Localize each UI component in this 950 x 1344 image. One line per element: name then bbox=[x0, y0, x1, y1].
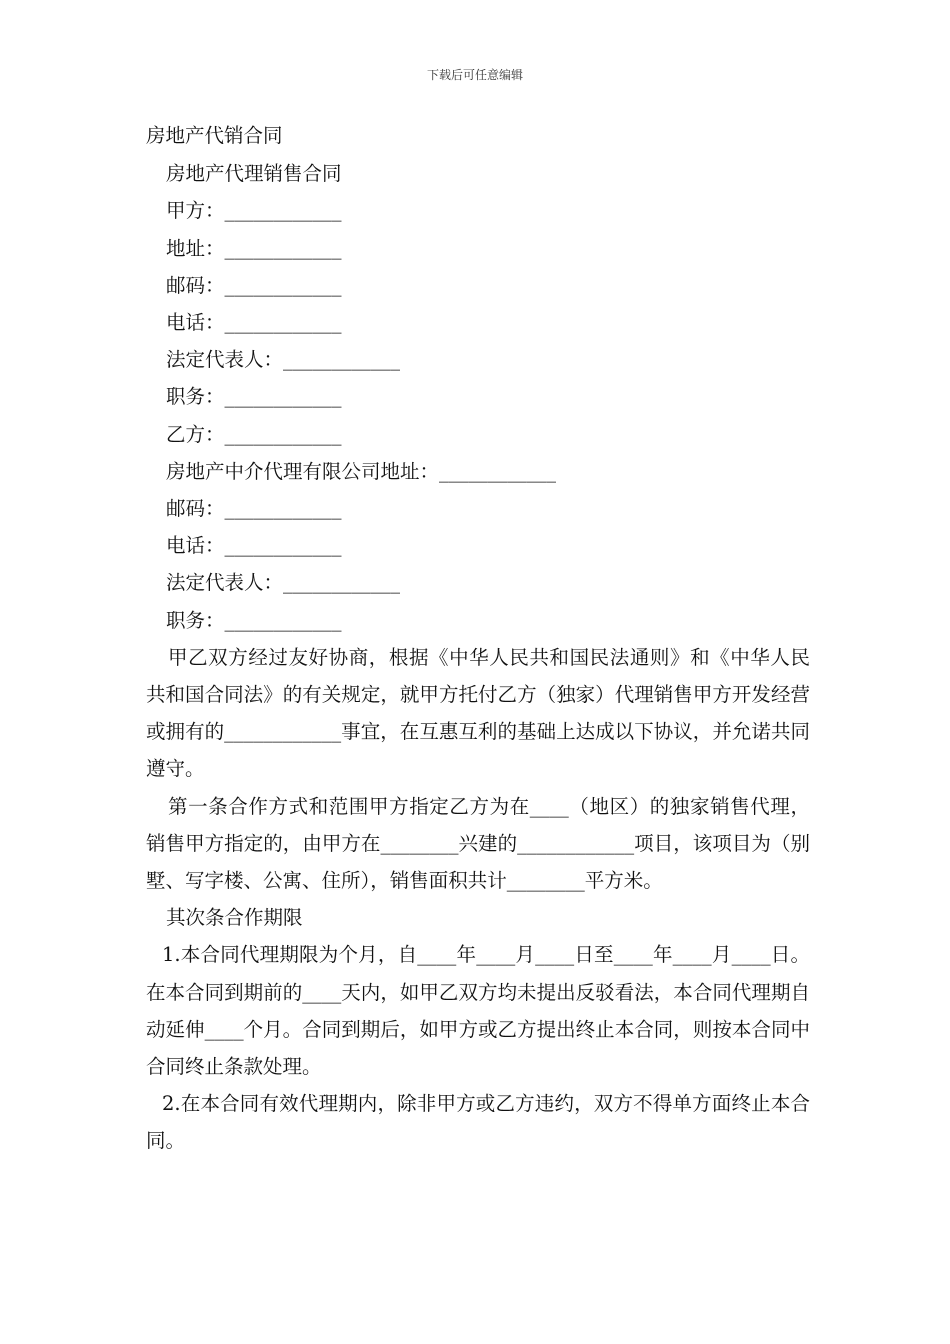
article-2-heading: 其次条合作期限 bbox=[166, 906, 303, 930]
article-1-paragraph: 第一条合作方式和范围甲方指定乙方为在____（地区）的独家销售代理，销售甲方指定的，由甲方在________兴建的____________项目，该项目为（别墅、写字楼、公寓、住所），销售面积共计________平方米。 bbox=[146, 794, 810, 893]
field-phone-b: 电话：____________ bbox=[166, 534, 342, 558]
clause-1-paragraph: 1.本合同代理期限为个月，自____年____月____日至____年____月____日。在本合同到期前的____天内，如甲乙双方均未提出反驳看法，本合同代理期自动延伸____个月。合同到期后，如甲方或乙方提出终止本合同，则按本合同中合同终止条款处理。 bbox=[146, 943, 810, 1079]
field-position-a: 职务：____________ bbox=[166, 385, 342, 409]
field-legal-rep-a: 法定代表人：____________ bbox=[166, 348, 401, 372]
intro-paragraph: 甲乙双方经过友好协商，根据《中华人民共和国民法通则》和《中华人民共和国合同法》的有关规定，就甲方托付乙方（独家）代理销售甲方开发经营或拥有的____________事宜，在互惠互利的基础上达成以下协议，并允诺共同遵守。 bbox=[146, 645, 810, 781]
field-postcode-b: 邮码：____________ bbox=[166, 497, 342, 521]
field-postcode-a: 邮码：____________ bbox=[166, 273, 342, 297]
field-party-b: 乙方：____________ bbox=[166, 422, 342, 446]
page-header-note: 下载后可任意编辑 bbox=[426, 68, 523, 82]
field-phone-a: 电话：____________ bbox=[166, 311, 342, 335]
contract-document bbox=[146, 117, 810, 1160]
clause-2-paragraph: 2.在本合同有效代理期内，除非甲方或乙方违约，双方不得单方面终止本合同。 bbox=[146, 1092, 810, 1153]
field-legal-rep-b: 法定代表人：____________ bbox=[166, 571, 401, 595]
field-address-a: 地址：____________ bbox=[166, 236, 342, 260]
field-address-b: 房地产中介代理有限公司地址：____________ bbox=[166, 459, 557, 483]
field-party-a: 甲方：____________ bbox=[166, 199, 342, 223]
field-position-b: 职务：____________ bbox=[166, 608, 342, 632]
document-subtitle: 房地产代理销售合同 bbox=[166, 162, 342, 186]
document-title: 房地产代销合同 bbox=[146, 124, 283, 147]
